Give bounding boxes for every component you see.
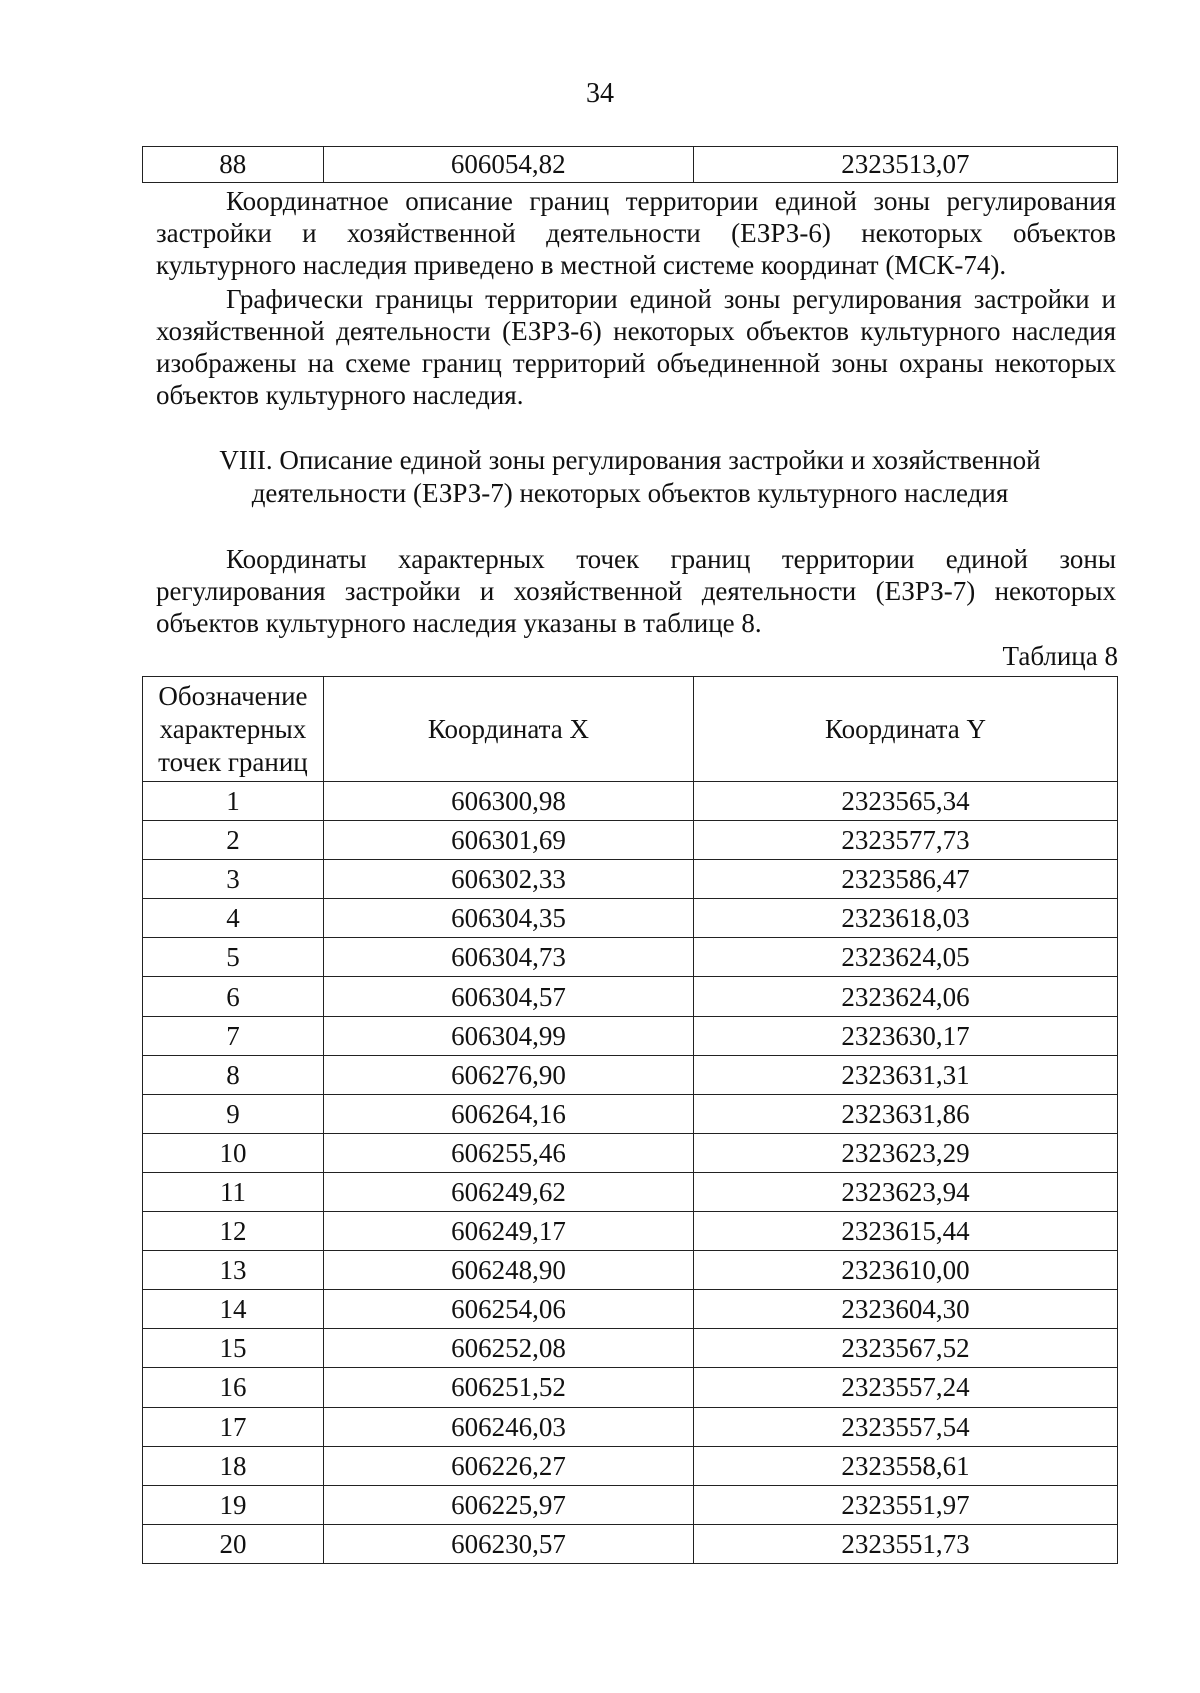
table-row: [143, 1016, 1118, 1055]
x-coordinate-cell: 606301,69: [323, 821, 693, 860]
y-coordinate-cell: 2323604,30: [694, 1290, 1118, 1329]
y-coordinate-cell: 2323557,54: [694, 1407, 1118, 1446]
point-cell: 13: [143, 1251, 324, 1290]
table-row: [143, 1212, 1118, 1251]
point-cell: 15: [143, 1329, 324, 1368]
point-cell: 1: [143, 782, 324, 821]
x-coordinate-cell: 606264,16: [323, 1094, 693, 1133]
page-number: 34: [586, 78, 614, 109]
point-cell: 3: [143, 860, 324, 899]
table-row: [143, 782, 1118, 821]
header-x: Координата X: [323, 677, 693, 782]
table-row: [143, 1172, 1118, 1211]
point-cell: 14: [143, 1290, 324, 1329]
y-coordinate-cell: 2323551,73: [694, 1524, 1118, 1563]
previous-table-continuation: [142, 146, 1118, 183]
x-coordinate-cell: 606230,57: [323, 1524, 693, 1563]
point-cell: 16: [143, 1368, 324, 1407]
table-row: [143, 1485, 1118, 1524]
table-row: [143, 1407, 1118, 1446]
section-heading-line1: VIII. Описание единой зоны регулирования застройки и хозяйственной: [219, 445, 1041, 475]
y-coordinate-cell: 2323624,05: [694, 938, 1118, 977]
table-row: [143, 1290, 1118, 1329]
table-row: [143, 977, 1118, 1016]
table-caption: Таблица 8: [1002, 641, 1118, 671]
table-row: [143, 860, 1118, 899]
x-coordinate-cell: 606225,97: [323, 1485, 693, 1524]
y-coordinate-cell: 2323577,73: [694, 821, 1118, 860]
header-y: Координата Y: [694, 677, 1118, 782]
point-cell: 5: [143, 938, 324, 977]
table-row: [143, 1329, 1118, 1368]
y-coordinate-cell: 2323551,97: [694, 1485, 1118, 1524]
table-row: [143, 1094, 1118, 1133]
point-cell: 8: [143, 1055, 324, 1094]
table-row: [143, 1251, 1118, 1290]
header-point: Обозначение характерных точек границ: [143, 677, 324, 782]
point-cell: 88: [143, 147, 324, 183]
x-coordinate-cell: 606255,46: [323, 1133, 693, 1172]
table-row: [143, 1524, 1118, 1563]
x-coordinate-cell: 606304,73: [323, 938, 693, 977]
point-cell: 17: [143, 1407, 324, 1446]
y-coordinate-cell: 2323631,31: [694, 1055, 1118, 1094]
table-row: [143, 1368, 1118, 1407]
x-coordinate-cell: 606226,27: [323, 1446, 693, 1485]
x-coordinate-cell: 606304,99: [323, 1016, 693, 1055]
y-coordinate-cell: 2323586,47: [694, 860, 1118, 899]
point-cell: 2: [143, 821, 324, 860]
section-heading: [142, 444, 1118, 510]
y-coordinate-cell: 2323624,06: [694, 977, 1118, 1016]
point-cell: 20: [143, 1524, 324, 1563]
paragraph-table-intro: Координаты характерных точек границ территории единой зоны регулирования застройки и хозяйственной деятельности (ЕЗРЗ-7) некоторых объектов культурного наследия указаны в таблице 8.: [156, 544, 1116, 638]
point-cell: 10: [143, 1133, 324, 1172]
y-coordinate-cell: 2323623,29: [694, 1133, 1118, 1172]
x-coordinate-cell: 606249,62: [323, 1172, 693, 1211]
paragraph-coordinate-description: Координатное описание границ территории единой зоны регулирования застройки и хозяйственной деятельности (ЕЗРЗ-6) некоторых объектов культурного наследия приведено в местной системе координат (МСК-74).: [156, 186, 1116, 280]
y-coordinate-cell: 2323558,61: [694, 1446, 1118, 1485]
y-coordinate-cell: 2323615,44: [694, 1212, 1118, 1251]
x-coordinate-cell: 606302,33: [323, 860, 693, 899]
y-coordinate-cell: 2323631,86: [694, 1094, 1118, 1133]
table-row: [143, 899, 1118, 938]
table-row: [143, 1446, 1118, 1485]
table-row: [143, 1055, 1118, 1094]
point-cell: 7: [143, 1016, 324, 1055]
point-cell: 6: [143, 977, 324, 1016]
y-coordinate-cell: 2323618,03: [694, 899, 1118, 938]
y-coordinate-cell: 2323610,00: [694, 1251, 1118, 1290]
table-row: [143, 1133, 1118, 1172]
point-cell: 11: [143, 1172, 324, 1211]
point-cell: 19: [143, 1485, 324, 1524]
paragraph-graphic-description: Графически границы территории единой зоны регулирования застройки и хозяйственной деятельности (ЕЗРЗ-6) некоторых объектов культурного наследия изображены на схеме границ территорий объединенной зоны охраны некоторых объектов культурного наследия.: [156, 284, 1116, 410]
section-heading-line2: деятельности (ЕЗРЗ-7) некоторых объектов культурного наследия: [251, 478, 1009, 508]
table-row: [143, 821, 1118, 860]
x-coordinate-cell: 606248,90: [323, 1251, 693, 1290]
y-coordinate-cell: 2323630,17: [694, 1016, 1118, 1055]
y-coordinate-cell: 2323565,34: [694, 782, 1118, 821]
x-coordinate-cell: 606252,08: [323, 1329, 693, 1368]
coordinates-table: [142, 676, 1118, 1564]
x-coordinate-cell: 606251,52: [323, 1368, 693, 1407]
x-coordinate-cell: 606054,82: [323, 147, 693, 183]
x-coordinate-cell: 606276,90: [323, 1055, 693, 1094]
point-cell: 4: [143, 899, 324, 938]
x-coordinate-cell: 606304,35: [323, 899, 693, 938]
x-coordinate-cell: 606300,98: [323, 782, 693, 821]
point-cell: 18: [143, 1446, 324, 1485]
x-coordinate-cell: 606249,17: [323, 1212, 693, 1251]
x-coordinate-cell: 606254,06: [323, 1290, 693, 1329]
y-coordinate-cell: 2323623,94: [694, 1172, 1118, 1211]
y-coordinate-cell: 2323557,24: [694, 1368, 1118, 1407]
point-cell: 9: [143, 1094, 324, 1133]
y-coordinate-cell: 2323513,07: [693, 147, 1117, 183]
table-row: [143, 147, 1118, 183]
x-coordinate-cell: 606246,03: [323, 1407, 693, 1446]
table-header-row: [143, 677, 1118, 782]
point-cell: 12: [143, 1212, 324, 1251]
y-coordinate-cell: 2323567,52: [694, 1329, 1118, 1368]
table-row: [143, 938, 1118, 977]
x-coordinate-cell: 606304,57: [323, 977, 693, 1016]
